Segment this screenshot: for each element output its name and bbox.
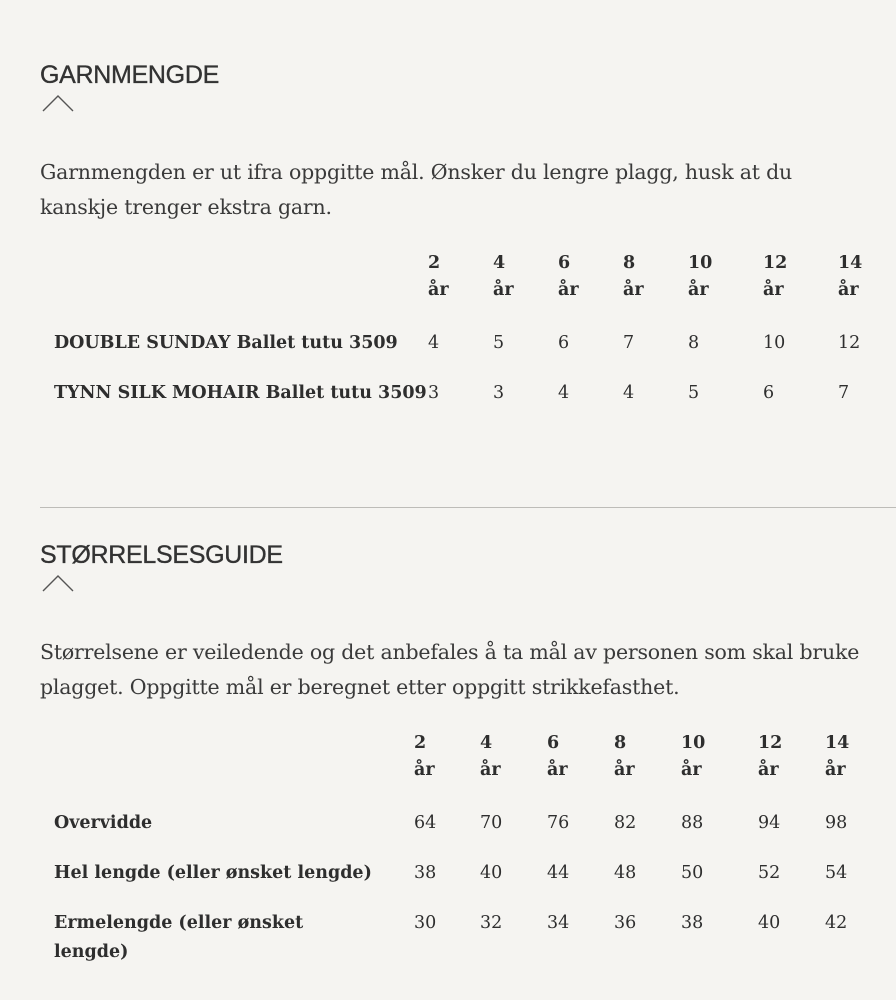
cell-value: 44 — [547, 863, 570, 883]
table-row — [40, 784, 865, 838]
size-col: 8 år — [623, 253, 644, 300]
row-label: Hel lengde (eller ønsket lengde) — [54, 863, 372, 883]
table-row — [40, 888, 865, 967]
storrelsesguide-intro: Størrelsene er veiledende og det anbefales å ta mål av personen som skal bruke plagget. Oppgitte mål er beregnet etter oppgitt strikkefasthet. — [40, 640, 860, 699]
cell-value: 12 — [838, 333, 861, 353]
size-col: 8 år — [614, 733, 635, 780]
size-col: 4 år — [480, 733, 501, 780]
cell-value: 7 — [623, 333, 635, 353]
table-row — [40, 838, 865, 888]
row-label: Overvidde — [54, 813, 153, 833]
header-empty — [40, 730, 414, 784]
size-col: 6 år — [547, 733, 568, 780]
size-col: 14 år — [825, 733, 850, 780]
cell-value: 5 — [688, 383, 700, 403]
row-label: Ermelengde (eller ønsket lengde) — [54, 913, 304, 962]
cell-value: 34 — [547, 913, 570, 933]
cell-value: 94 — [758, 813, 781, 833]
cell-value: 38 — [414, 863, 437, 883]
size-col: 2 år — [428, 253, 449, 300]
cell-value: 30 — [414, 913, 437, 933]
yarn-amount-table — [40, 250, 878, 408]
section-title-storrelsesguide: STØRRELSESGUIDE — [40, 541, 283, 569]
garnmengde-intro: Garnmengden er ut ifra oppgitte mål. Ønsker du lengre plagg, husk at du kanskje trenger ekstra garn. — [40, 160, 793, 219]
size-col: 12 år — [758, 733, 783, 780]
section-storrelsesguide — [40, 540, 896, 592]
cell-value: 76 — [547, 813, 570, 833]
cell-value: 6 — [763, 383, 775, 403]
cell-value: 3 — [493, 383, 505, 403]
cell-value: 64 — [414, 813, 437, 833]
cell-value: 88 — [681, 813, 704, 833]
size-col: 12 år — [763, 253, 788, 300]
size-col: 6 år — [558, 253, 579, 300]
table-row — [40, 358, 878, 408]
cell-value: 70 — [480, 813, 503, 833]
cell-value: 98 — [825, 813, 848, 833]
cell-value: 4 — [623, 383, 635, 403]
row-label: DOUBLE SUNDAY Ballet tutu 3509 — [54, 333, 398, 353]
chevron-up-icon[interactable] — [42, 574, 74, 592]
section-divider — [40, 507, 896, 508]
cell-value: 38 — [681, 913, 704, 933]
cell-value: 36 — [614, 913, 637, 933]
header-empty — [40, 250, 428, 304]
size-col: 14 år — [838, 253, 863, 300]
row-label: TYNN SILK MOHAIR Ballet tutu 3509 — [54, 383, 427, 403]
size-col: 2 år — [414, 733, 435, 780]
table-row — [40, 304, 878, 358]
cell-value: 7 — [838, 383, 850, 403]
cell-value: 4 — [558, 383, 570, 403]
cell-value: 3 — [428, 383, 440, 403]
cell-value: 6 — [558, 333, 570, 353]
chevron-up-icon[interactable] — [42, 94, 74, 112]
size-guide-table — [40, 730, 865, 967]
cell-value: 40 — [758, 913, 781, 933]
cell-value: 82 — [614, 813, 637, 833]
cell-value: 54 — [825, 863, 848, 883]
size-col: 10 år — [688, 253, 713, 300]
section-title-garnmengde: GARNMENGDE — [40, 61, 219, 89]
cell-value: 5 — [493, 333, 505, 353]
cell-value: 40 — [480, 863, 503, 883]
size-col: 4 år — [493, 253, 514, 300]
cell-value: 52 — [758, 863, 781, 883]
size-col: 10 år — [681, 733, 706, 780]
cell-value: 10 — [763, 333, 786, 353]
cell-value: 8 — [688, 333, 700, 353]
section-garnmengde — [40, 60, 896, 112]
cell-value: 48 — [614, 863, 637, 883]
size-header-row — [40, 250, 878, 304]
cell-value: 4 — [428, 333, 440, 353]
cell-value: 32 — [480, 913, 503, 933]
size-header-row — [40, 730, 865, 784]
cell-value: 42 — [825, 913, 848, 933]
cell-value: 50 — [681, 863, 704, 883]
